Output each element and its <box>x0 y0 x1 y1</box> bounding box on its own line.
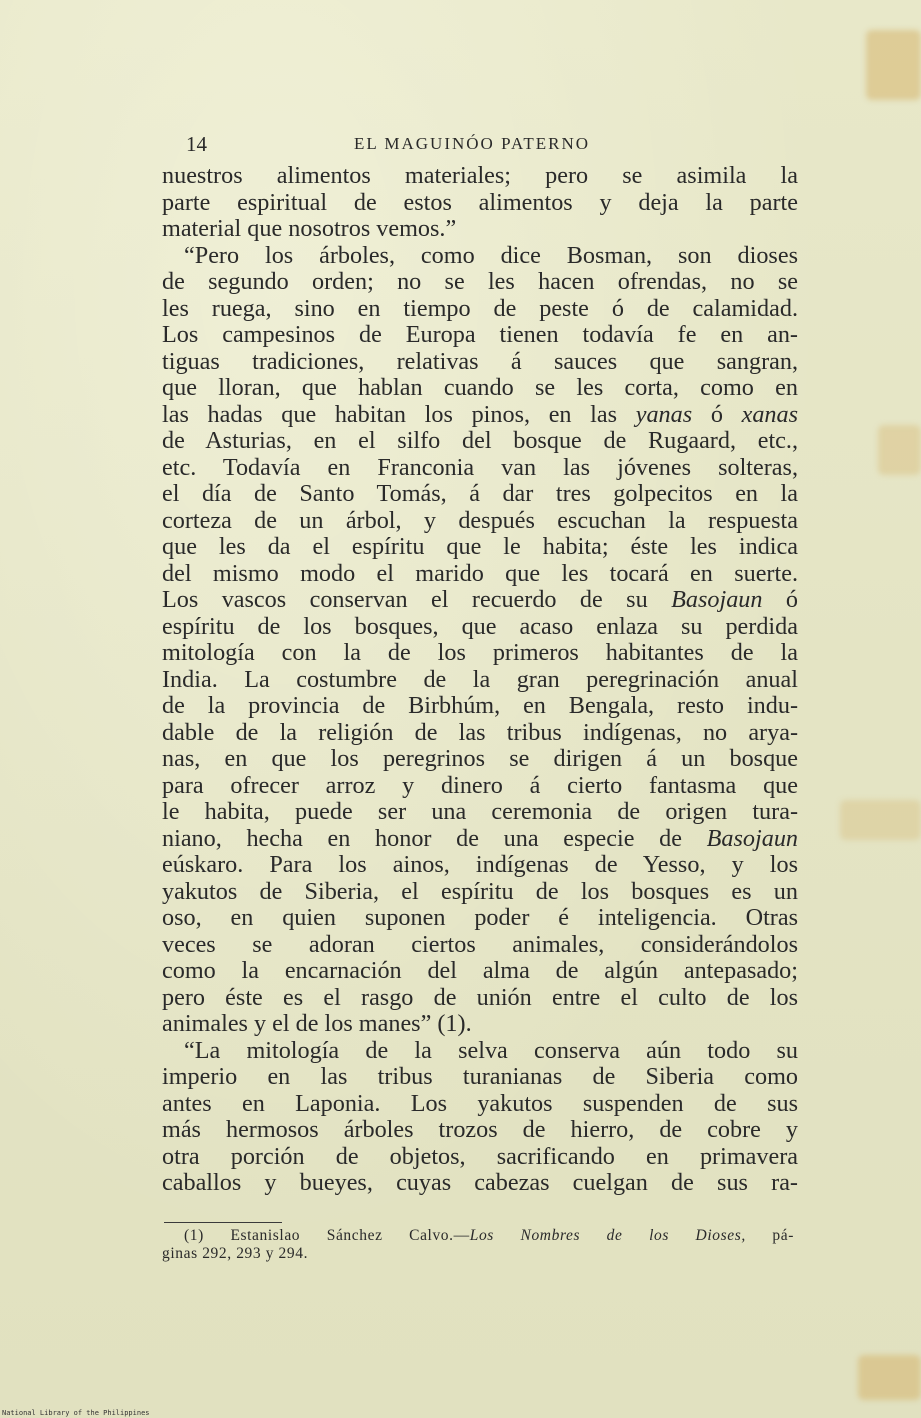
text-line: de Asturias, en el silfo del bosque de Rugaard, etc., <box>162 427 798 454</box>
italic-term: xanas <box>741 400 799 428</box>
text-line: Los campesinos de Europa tienen todavía fe en an- <box>162 321 798 348</box>
text-line: espíritu de los bosques, que acaso enlaza su perdida <box>162 612 798 640</box>
text-line <box>162 587 798 614</box>
paper-stain <box>866 30 921 100</box>
text-line: de la provincia de Birbhúm, en Bengala, resto indu- <box>162 692 798 719</box>
body-text <box>162 163 798 1197</box>
text-line: nas, en que los peregrinos se dirigen á un bosque <box>162 745 798 772</box>
paper-stain <box>878 425 921 475</box>
footnote-divider <box>164 1222 282 1223</box>
text-line: más hermosos árboles trozos de hierro, de cobre y <box>162 1116 798 1143</box>
text-line: que lloran, que hablan cuando se les corta, como en <box>162 374 798 401</box>
text-line: veces se adoran ciertos animales, considerándolos <box>162 930 798 958</box>
text-line: mitología con la de los primeros habitantes de la <box>162 639 798 666</box>
italic-term: Basojaun <box>706 824 799 852</box>
paper-stain <box>840 800 921 840</box>
text-line: “Pero los árboles, como dice Bosman, son dioses <box>184 241 798 269</box>
text-line: para ofrecer arroz y dinero á cierto fantasma que <box>162 771 798 799</box>
text-line: como la encarnación del alma de algún antepasado; <box>162 957 798 984</box>
paper-stain <box>858 1355 921 1400</box>
text-line: nuestros alimentos materiales; pero se asimila la <box>162 162 798 189</box>
text-segment: ó <box>692 400 742 428</box>
text-segment: Los vascos conservan el recuerdo de su <box>162 586 648 613</box>
text-line: etc. Todavía en Franconia van las jóvenes solteras, <box>162 453 798 481</box>
text-line: que les da el espíritu que le habita; éste les indica <box>162 533 798 560</box>
text-segment: ó <box>762 586 799 613</box>
text-line: animales y el de los manes” (1). <box>162 1010 472 1037</box>
text-line <box>162 402 798 429</box>
text-segment: pá- <box>745 1227 794 1244</box>
text-line: tiguas tradiciones, relativas á sauces que sangran, <box>162 347 798 375</box>
italic-term: yanas <box>635 400 693 428</box>
text-line: dable de la religión de las tribus indígenas, no arya- <box>162 718 798 746</box>
text-line <box>162 826 798 853</box>
text-line: parte espiritual de estos alimentos y deja la parte <box>162 188 798 216</box>
text-line: el día de Santo Tomás, á dar tres golpecitos en la <box>162 480 798 507</box>
text-line: “La mitología de la selva conserva aún todo su <box>184 1036 798 1064</box>
text-line: le habita, puede ser una ceremonia de origen tura- <box>162 798 798 825</box>
text-line: eúskaro. Para los ainos, indígenas de Yesso, y los <box>162 851 798 878</box>
text-line: del mismo modo el marido que les tocará en suerte. <box>162 559 798 587</box>
text-line: India. La costumbre de la gran peregrinación anual <box>162 665 798 693</box>
italic-term: Basojaun <box>671 586 763 613</box>
text-line: oso, en quien suponen poder é inteligencia. Otras <box>162 904 798 931</box>
running-title: EL MAGUINÓO PATERNO <box>354 134 591 153</box>
footnote-line <box>162 1227 794 1245</box>
footnote-line: ginas 292, 293 y 294. <box>162 1245 309 1262</box>
text-line: material que nosotros vemos.” <box>162 215 457 242</box>
text-line: de segundo orden; no se les hacen ofrendas, no se <box>162 268 798 295</box>
library-watermark: National Library of the Philippines <box>2 1409 150 1417</box>
text-segment: (1) Estanislao Sánchez Calvo.— <box>184 1227 470 1244</box>
text-segment: niano, hecha en honor de una especie de <box>162 824 682 852</box>
italic-term: Los Nombres de los Dioses, <box>469 1227 746 1244</box>
text-line: yakutos de Siberia, el espíritu de los bosques es un <box>162 877 798 905</box>
text-line: antes en Laponia. Los yakutos suspenden de sus <box>162 1089 798 1117</box>
page-header <box>186 128 798 158</box>
text-segment: las hadas que habitan los pinos, en las <box>162 400 618 428</box>
footnote <box>162 1227 794 1263</box>
text-line: imperio en las tribus turanianas de Siberia como <box>162 1063 798 1090</box>
text-line: les ruega, sino en tiempo de peste ó de calamidad. <box>162 294 798 322</box>
text-line: pero éste es el rasgo de unión entre el culto de los <box>162 983 798 1011</box>
text-line: otra porción de objetos, sacrificando en primavera <box>162 1142 798 1170</box>
text-line: caballos y bueyes, cuyas cabezas cuelgan de sus ra- <box>162 1169 798 1196</box>
text-line: corteza de un árbol, y después escuchan la respuesta <box>162 506 798 534</box>
page-number: 14 <box>186 132 207 156</box>
